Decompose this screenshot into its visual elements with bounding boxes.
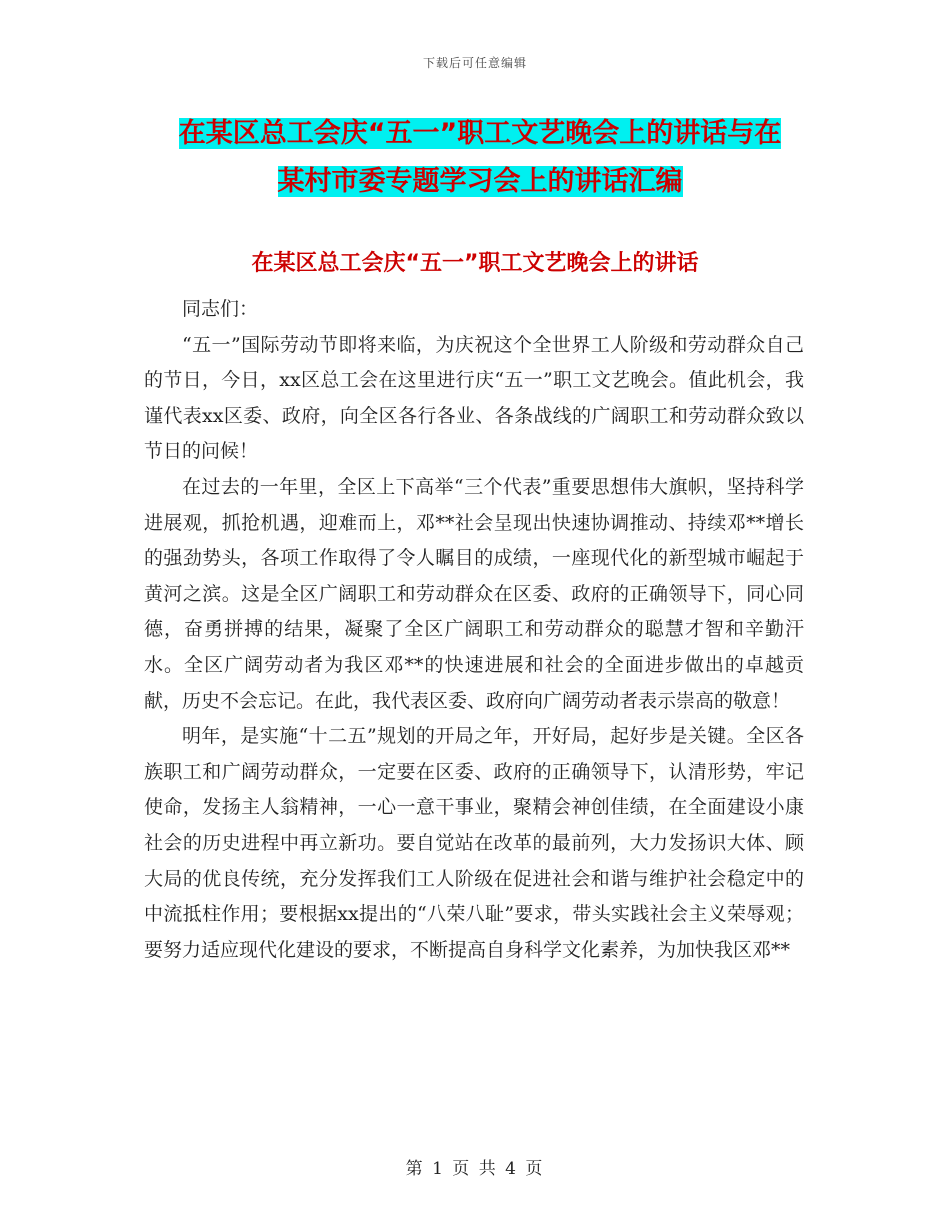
page-number-footer: 第 1 页 共 4 页	[405, 1159, 545, 1179]
document-title	[120, 110, 840, 206]
paragraph: “五一”国际劳动节即将来临，为庆祝这个全世界工人阶级和劳动群众自己的节日，今日，xx区总工会在这里进行庆“五一”职工文艺晚会。值此机会，我谨代表xx区委、政府，向全区各行各业、各条战线的广阔职工和劳动群众致以节日的问候！	[144, 333, 804, 463]
page-header-note: 下载后可任意编辑	[422, 56, 527, 70]
paragraph-salutation: 同志们：	[182, 298, 259, 320]
document-title-line2: 某村市委专题学习会上的讲话汇编	[277, 166, 683, 197]
paragraph: 明年，是实施“十二五”规划的开局之年，开好局，起好步是关键。全区各族职工和广阔劳动群众，一定要在区委、政府的正确领导下，认清形势，牢记使命，发扬主人翁精神，一心一意干事业，聚精会神创佳绩，在全面建设小康社会的历史进程中再立新功。要自觉站在改革的最前列，大力发扬识大体、顾大局的优良传统，充分发挥我们工人阶级在促进社会和谐与维护社会稳定中的中流抵柱作用；要根据xx提出的“八荣八耻”要求，带头实践社会主义荣辱观；要努力适应现代化建设的要求，不断提高自身科学文化素养，为加快我区邓**	[144, 725, 804, 961]
document-title-line1: 在某区总工会庆“五一”职工文艺晚会上的讲话与在	[178, 118, 782, 149]
section-title: 在某区总工会庆“五一”职工文艺晚会上的讲话	[251, 251, 699, 276]
paragraph: 在过去的一年里，全区上下高举“三个代表”重要思想伟大旗帜，坚持科学进展观，抓抢机遇，迎难而上，邓**社会呈现出快速协调推动、持续邓**增长的强劲势头，各项工作取得了令人瞩目的成绩，一座现代化的新型城市崛起于黄河之滨。这是全区广阔职工和劳动群众在区委、政府的正确领导下，同心同德，奋勇拼搏的结果，凝聚了全区广阔职工和劳动群众的聪慧才智和辛勤汗水。全区广阔劳动者为我区邓**的快速进展和社会的全面进步做出的卓越贡献，历史不会忘记。在此，我代表区委、政府向广阔劳动者表示崇高的敬意！	[144, 475, 804, 712]
document-body	[144, 292, 804, 968]
